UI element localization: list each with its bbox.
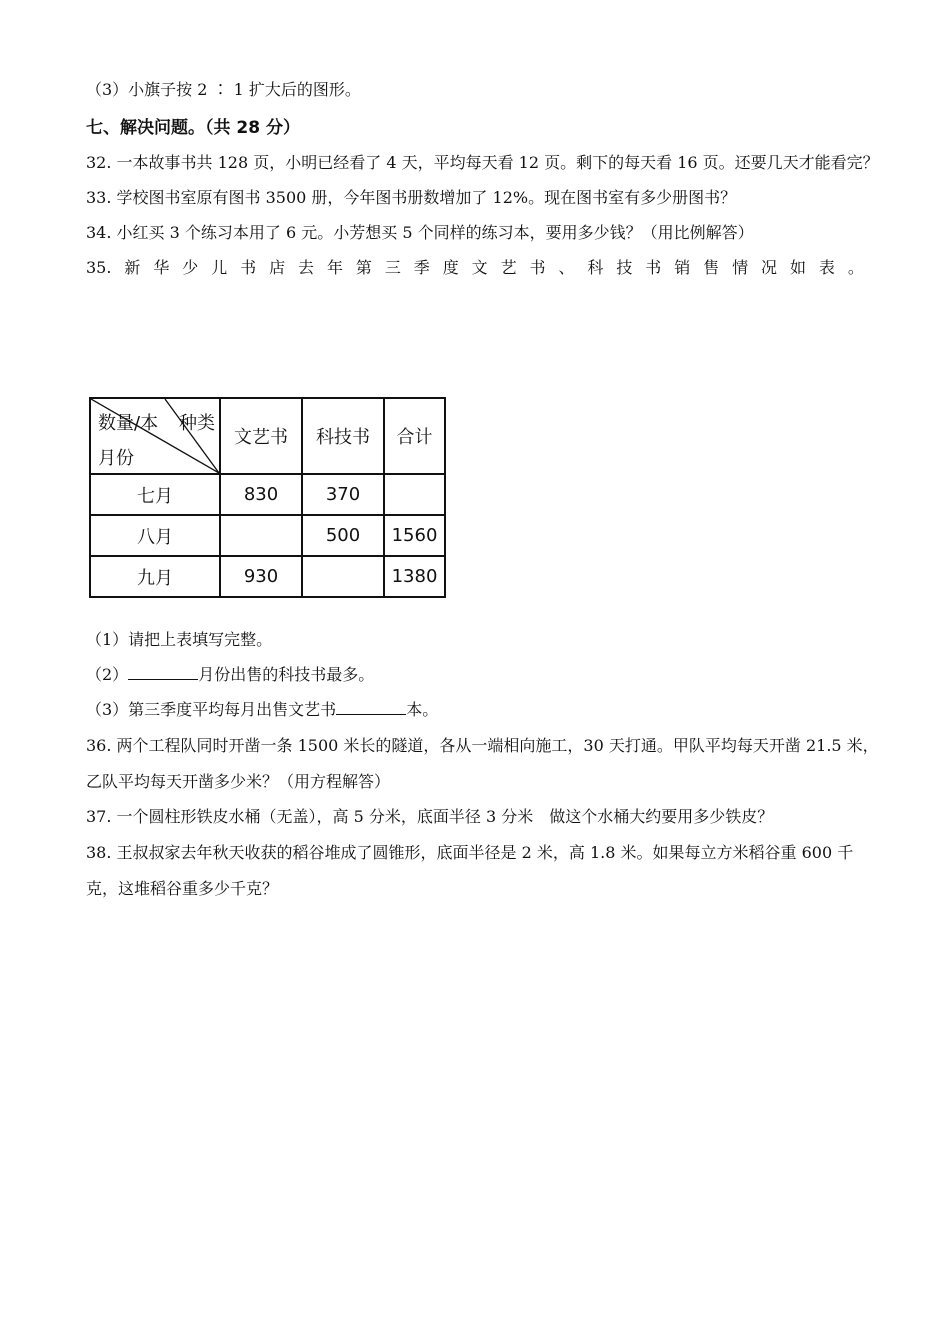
question-37: 37. 一个圆柱形铁皮水桶（无盖），高 5 分米，底面半径 3 分米 做这个水桶大约要用多少铁皮？ bbox=[86, 807, 774, 826]
question-35-intro bbox=[86, 258, 864, 278]
table-cell: 500 bbox=[302, 515, 384, 556]
q35-char: 科 bbox=[587, 258, 604, 277]
sub3-prefix: （3）第三季度平均每月出售文艺书 bbox=[86, 700, 337, 719]
q35-char: 文 bbox=[471, 258, 488, 277]
table-row bbox=[90, 515, 445, 556]
question-35-sub1: （1）请把上表填写完整。 bbox=[86, 630, 273, 649]
q35-char: 少 bbox=[182, 258, 199, 277]
q35-char: 情 bbox=[732, 258, 749, 277]
q35-char: 销 bbox=[674, 258, 691, 277]
sales-table bbox=[89, 397, 446, 598]
question-38-line1: 38. 王叔叔家去年秋天收获的稻谷堆成了圆锥形，底面半径是 2 米，高 1.8 米。如果每立方米稻谷重 600 千 bbox=[86, 843, 854, 862]
table-row bbox=[90, 474, 445, 515]
question-32: 32. 一本故事书共 128 页，小明已经看了 4 天，平均每天看 12 页。剩下的每天看 16 页。还要几天才能看完？ bbox=[86, 153, 879, 172]
header-quantity: 数量/本 bbox=[98, 413, 159, 434]
table-cell: 830 bbox=[220, 474, 302, 515]
q35-char: 表 bbox=[818, 258, 835, 277]
q35-char: 三 bbox=[384, 258, 401, 277]
answer-blank[interactable] bbox=[128, 665, 198, 680]
q35-char: 、 bbox=[558, 258, 575, 277]
table-cell: 370 bbox=[302, 474, 384, 515]
section-heading: 七、解决问题。（共 28 分） bbox=[86, 118, 300, 138]
answer-blank[interactable] bbox=[336, 700, 406, 715]
sub2-suffix: 月份出售的科技书最多。 bbox=[198, 665, 375, 684]
row-month: 七月 bbox=[90, 474, 220, 515]
header-kind: 种类 bbox=[179, 413, 215, 434]
q35-char: 。 bbox=[847, 258, 864, 277]
table-cell: 1560 bbox=[384, 515, 445, 556]
q35-char: 去 bbox=[298, 258, 315, 277]
q35-char: 新 bbox=[124, 258, 141, 277]
q35-char: 如 bbox=[789, 258, 806, 277]
table-header-row bbox=[90, 398, 445, 474]
diagonal-header-cell bbox=[90, 398, 220, 474]
q35-char: 书 bbox=[529, 258, 546, 277]
q35-char: 书 bbox=[240, 258, 257, 277]
q35-char: 售 bbox=[703, 258, 720, 277]
q35-char: 35. bbox=[86, 258, 112, 277]
q35-char: 第 bbox=[355, 258, 372, 277]
question-33: 33. 学校图书室原有图书 3500 册，今年图书册数增加了 12%。现在图书室有多少册图书？ bbox=[86, 188, 737, 207]
q35-char: 华 bbox=[153, 258, 170, 277]
sub3-suffix: 本。 bbox=[406, 700, 439, 719]
q35-char: 季 bbox=[413, 258, 430, 277]
q35-char: 年 bbox=[326, 258, 343, 277]
column-header: 合计 bbox=[384, 398, 445, 474]
table-cell bbox=[302, 556, 384, 597]
q35-char: 度 bbox=[442, 258, 459, 277]
row-month: 九月 bbox=[90, 556, 220, 597]
q35-char: 艺 bbox=[500, 258, 517, 277]
question-34: 34. 小红买 3 个练习本用了 6 元。小芳想买 5 个同样的练习本，要用多少钱？（用比例解答） bbox=[86, 223, 754, 242]
q35-char: 儿 bbox=[211, 258, 228, 277]
table-row bbox=[90, 556, 445, 597]
q35-char: 况 bbox=[761, 258, 778, 277]
question-35-sub2 bbox=[86, 665, 374, 685]
header-month: 月份 bbox=[98, 448, 134, 469]
column-header: 科技书 bbox=[302, 398, 384, 474]
q35-char: 书 bbox=[645, 258, 662, 277]
sub2-prefix: （2） bbox=[86, 665, 129, 684]
question-3-flag: （3）小旗子按 2 ∶ 1 扩大后的图形。 bbox=[86, 80, 361, 99]
question-35-sub3 bbox=[86, 700, 438, 720]
question-38-line2: 克，这堆稻谷重多少千克？ bbox=[86, 879, 279, 898]
row-month: 八月 bbox=[90, 515, 220, 556]
table-cell: 930 bbox=[220, 556, 302, 597]
table-cell: 1380 bbox=[384, 556, 445, 597]
question-36-line1: 36. 两个工程队同时开凿一条 1500 米长的隧道，各从一端相向施工，30 天打通。甲队平均每天开凿 21.5 米， bbox=[86, 736, 879, 755]
table-cell bbox=[384, 474, 445, 515]
column-header: 文艺书 bbox=[220, 398, 302, 474]
table-cell bbox=[220, 515, 302, 556]
q35-char: 店 bbox=[269, 258, 286, 277]
q35-char: 技 bbox=[616, 258, 633, 277]
question-36-line2: 乙队平均每天开凿多少米？（用方程解答） bbox=[86, 772, 391, 791]
